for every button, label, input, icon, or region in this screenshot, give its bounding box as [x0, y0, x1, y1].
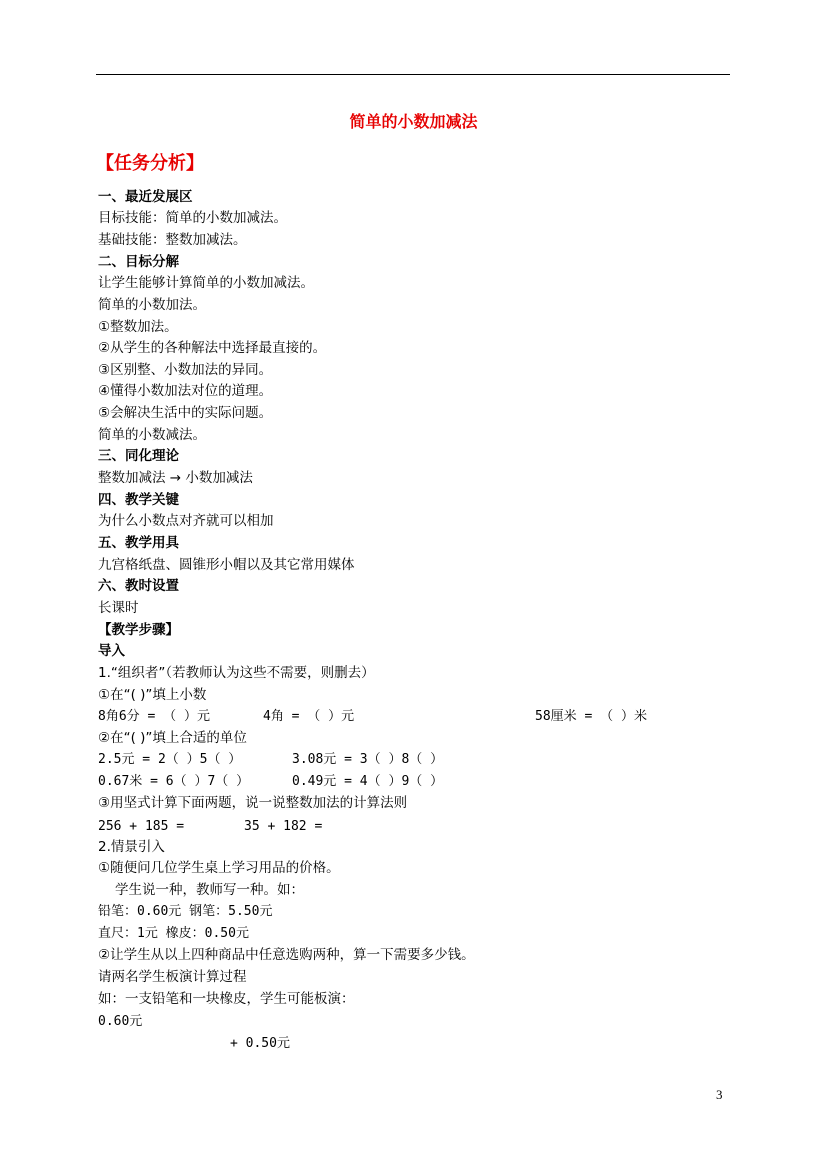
header-rule — [96, 74, 730, 75]
calculation-line: + 0.50元 — [230, 1036, 290, 1051]
text-line: 请两名学生板演计算过程 — [98, 969, 247, 985]
text-line: 让学生能够计算简单的小数加减法。 — [98, 275, 314, 291]
text-line: ②让学生从以上四种商品中任意选购两种，算一下需要多少钱。 — [98, 947, 475, 963]
price-line: 直尺：1元 橡皮：0.50元 — [98, 926, 249, 941]
price-line: 铅笔：0.60元 钢笔：5.50元 — [98, 904, 273, 919]
text-line: 九宫格纸盘、圆锥形小帽以及其它常用媒体 — [98, 557, 355, 573]
intro-heading: 导入 — [98, 643, 125, 659]
text-line: 长课时 — [98, 600, 139, 616]
text-line: ①随便问几位学生桌上学习用品的价格。 — [98, 860, 340, 876]
section-1-heading: 一、最近发展区 — [98, 189, 193, 205]
exercise-item: 2.5元 = 2（ ）5（ ） — [98, 752, 242, 767]
text-line: 简单的小数减法。 — [98, 427, 206, 443]
text-line: 简单的小数加法。 — [98, 297, 206, 313]
exercise-item: 3.08元 = 3（ ）8（ ） — [292, 752, 444, 767]
exercise-item: 0.49元 = 4（ ）9（ ） — [292, 774, 444, 789]
text-line: 为什么小数点对齐就可以相加 — [98, 513, 274, 529]
section-2-heading: 二、目标分解 — [98, 254, 179, 270]
task-analysis-heading: 【任务分析】 — [96, 153, 204, 174]
text-line: 1.“组织者”（若教师认为这些不需要，则删去） — [98, 665, 375, 681]
text-line: ③用坚式计算下面两题，说一说整数加法的计算法则 — [98, 795, 408, 811]
text-line: 基础技能：整数加减法。 — [98, 232, 247, 248]
exercise-item: 35 + 182 = — [244, 819, 323, 834]
text-line: ⑤会解决生活中的实际问题。 — [98, 405, 273, 421]
exercise-item: 0.67米 = 6（ ）7（ ） — [98, 774, 250, 789]
text-line: ①整数加法。 — [98, 319, 178, 335]
exercise-item: 256 + 185 = — [98, 819, 185, 834]
text-line: 整数加减法 → 小数加减法 — [98, 470, 253, 486]
section-3-heading: 三、同化理论 — [98, 448, 179, 464]
text-line: 目标技能：简单的小数加减法。 — [98, 210, 287, 226]
page-title: 简单的小数加减法 — [349, 112, 478, 131]
section-6-heading: 六、教时设置 — [98, 578, 179, 594]
text-line: ②从学生的各种解法中选择最直接的。 — [98, 340, 327, 356]
section-5-heading: 五、教学用具 — [98, 535, 179, 551]
page-number: 3 — [716, 1087, 723, 1102]
text-line: 学生说一种，教师写一种。如： — [115, 882, 304, 898]
steps-heading: 【教学步骤】 — [98, 622, 179, 638]
exercise-item: 58厘米 = （ ）米 — [535, 709, 647, 724]
exercise-item: 4角 = （ ）元 — [263, 709, 355, 724]
text-line: ①在“( )”填上小数 — [98, 687, 207, 703]
calculation-line: 0.60元 — [98, 1014, 143, 1029]
text-line: 2.情景引入 — [98, 839, 165, 855]
exercise-item: 8角6分 = （ ）元 — [98, 709, 210, 724]
text-line: 如：一支铅笔和一块橡皮，学生可能板演： — [98, 991, 355, 1007]
text-line: ②在“( )”填上合适的单位 — [98, 730, 247, 746]
section-4-heading: 四、教学关键 — [98, 492, 179, 508]
text-line: ④懂得小数加法对位的道理。 — [98, 383, 273, 399]
text-line: ③区别整、小数加法的异同。 — [98, 362, 273, 378]
